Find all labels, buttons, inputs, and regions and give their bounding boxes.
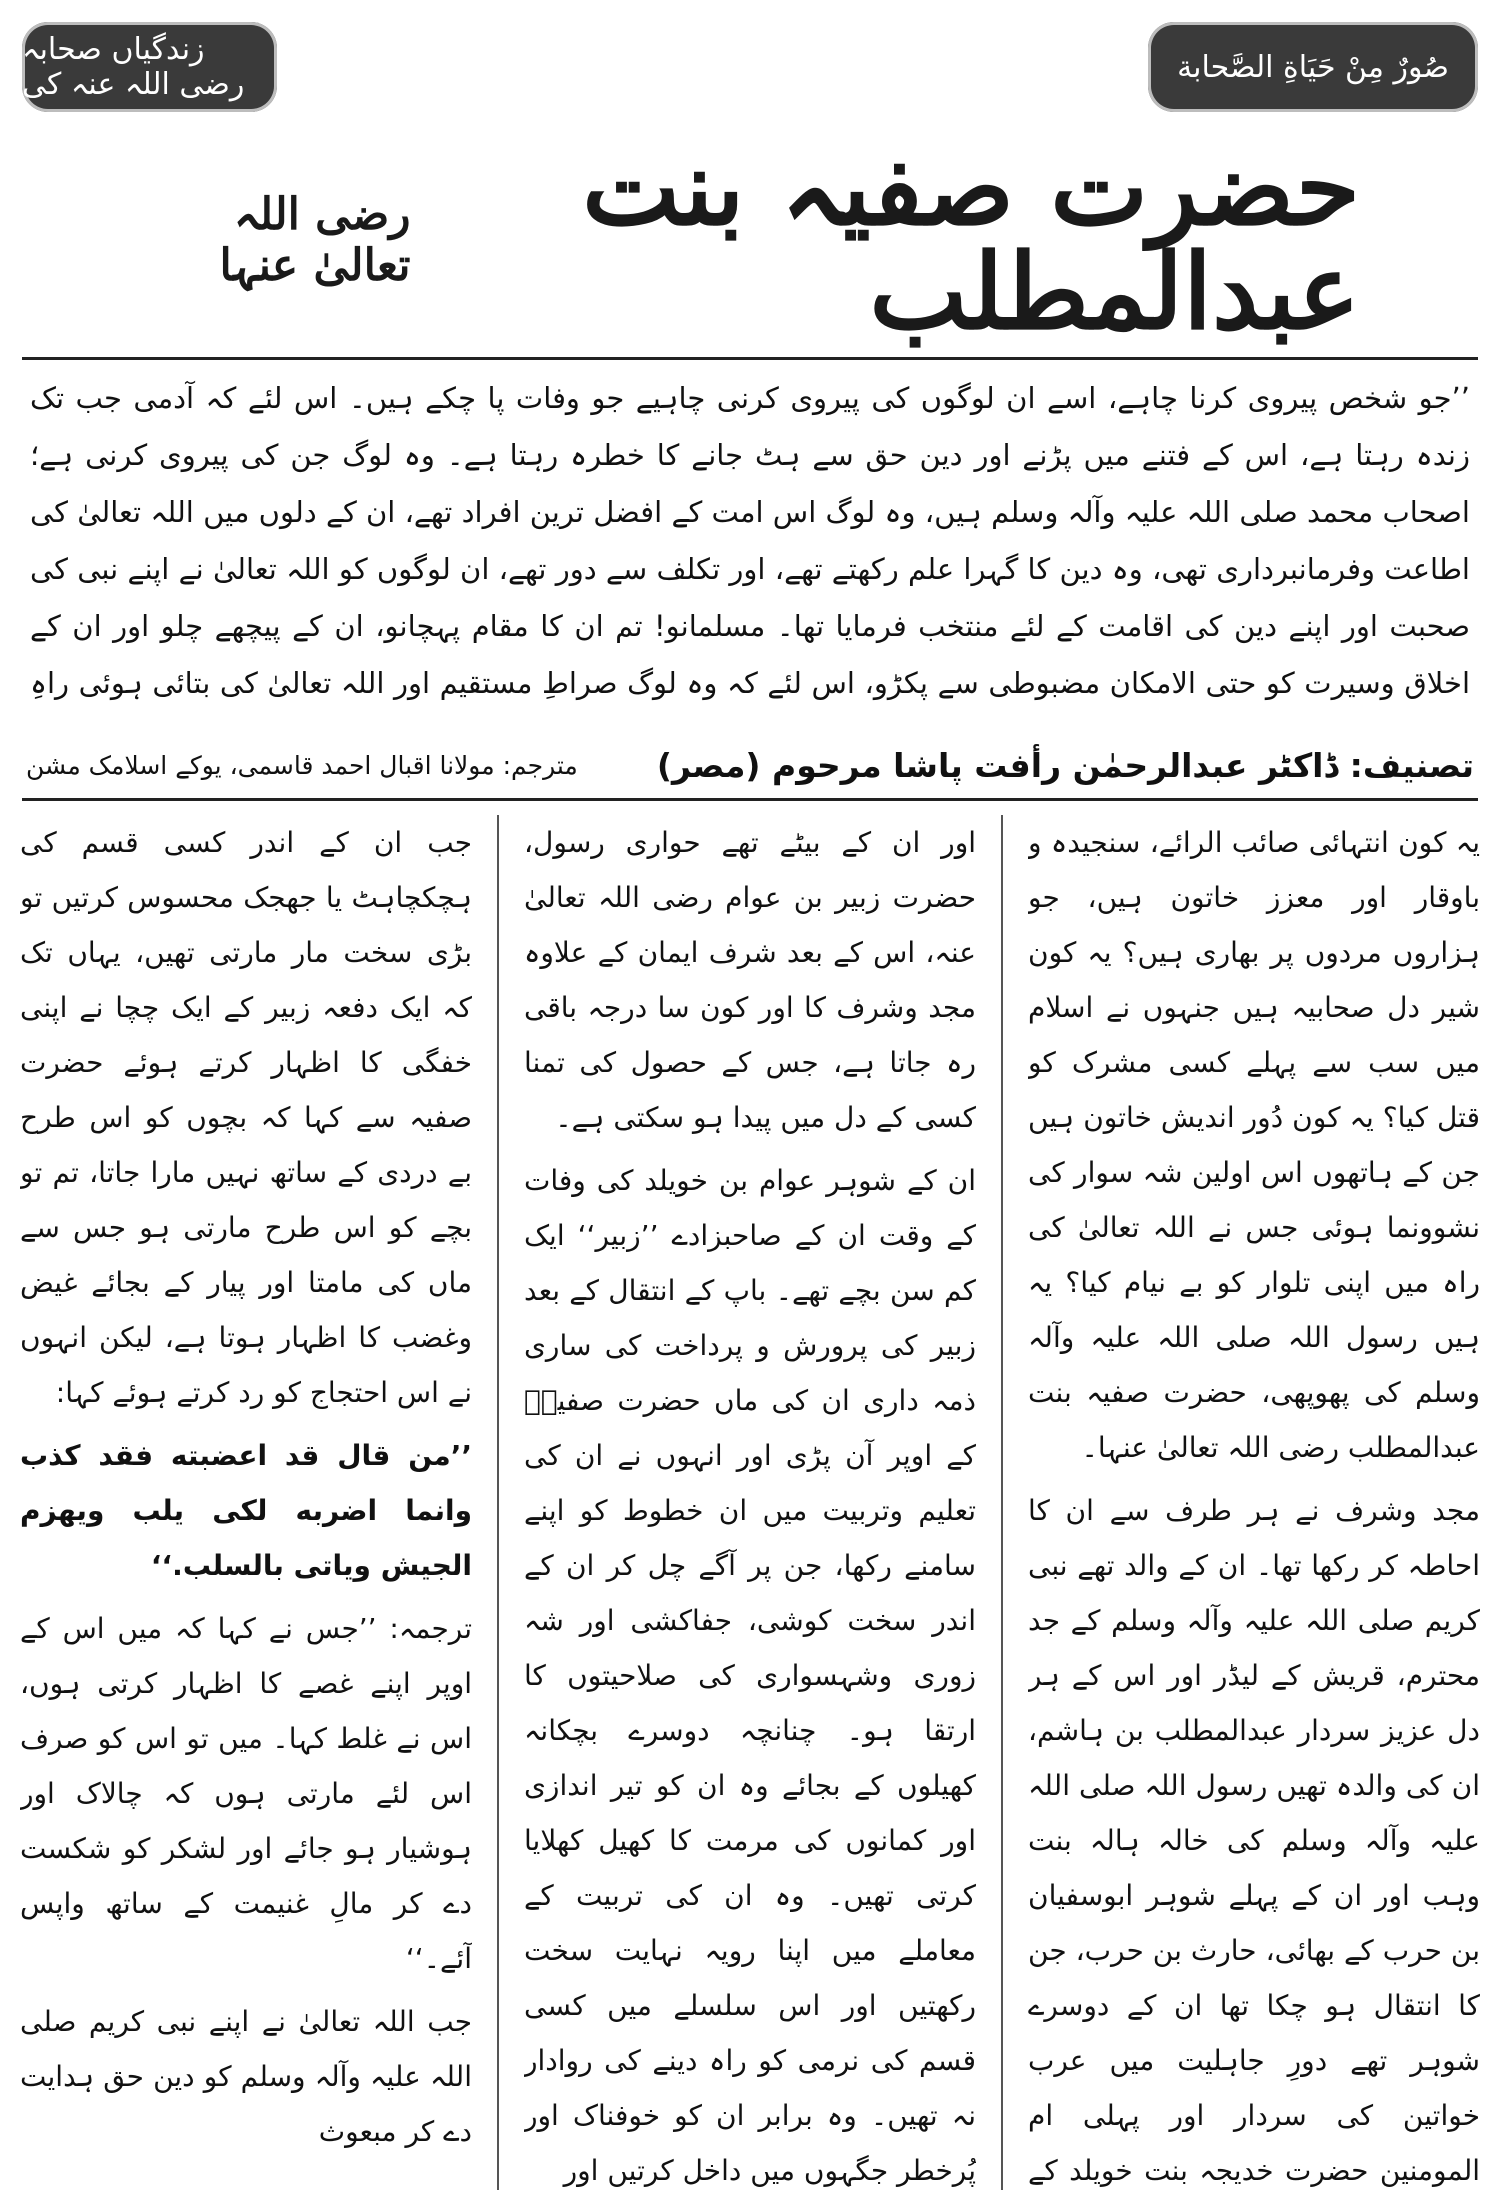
- paragraph: ان کے شوہر عوام بن خویلد کی وفات کے وقت ان کے صاحبزادے ’’زبیر‘‘ ایک کم سن بچے تھے۔ باپ کے انتقال کے بعد زبیر کی پرورش و پرداخت کی ساری ذمہ داری ان کی ماں حضرت صفیہؓ کے اوپر آن پڑی اور انہوں نے ان کی تعلیم وتربیت میں ان خطوط کو اپنے سامنے رکھا، جن پر آگے چل کر ان کے اندر سخت کوشی، جفاکشی اور شہ زوری وشہسواری کی صلاحیتوں کا ارتقا ہو۔ چنانچہ دوسرے بچکانہ کھیلوں کے بجائے وہ ان کو تیر اندازی اور کمانوں کی مرمت کا کھیل کھلایا کرتی تھیں۔ وہ ان کی تربیت کے معاملے میں اپنا رویہ نہایت سخت رکھتیں اور اس سلسلے میں کسی قسم کی نرمی کو راہ دینے کی روادار نہ تھیں۔ وہ برابر ان کو خوفناک اور پُرخطر جگہوں میں داخل کرتیں اور: [524, 1164, 976, 2187]
- series-tag-urdu: زندگیاں صحابہ رضی اللہ عنہ کی: [22, 22, 277, 112]
- article-body: [20, 815, 1480, 2190]
- series-tag-arabic: صُورٌ مِنْ حَيَاةِ الصَّحابة: [1148, 22, 1478, 112]
- column-divider: [497, 815, 499, 2190]
- column-2: [524, 815, 976, 2190]
- paragraph: مجد وشرف نے ہر طرف سے ان کا احاطہ کر رکھا تھا۔ ان کے والد تھے نبی کریم صلی اللہ علیہ وآلہ وسلم کے جد محترم، قریش کے لیڈر اور اس کے ہر دل عزیز سردار عبدالمطلب بن ہاشم، ان کی والدہ تھیں رسول اللہ صلی اللہ علیہ وآلہ وسلم کی خالہ ہالہ بنت وہب اور ان کے پہلے شوہر ابوسفیان بن حرب کے بھائی، حارث بن حرب، جن کا انتقال ہو چکا تھا ان کے دوسرے شوہر تھے دورِ جاہلیت میں عرب خواتین کی سردار اور پہلی ام المومنین حضرت خدیجہ بنت خویلد کے: [1028, 1494, 1480, 2187]
- column-3: [20, 815, 472, 2190]
- arabic-verse: ’’من قال قد اعضبته فقد کذب وانما اضربه لکی یلب ویهزم الجیش ویاتی بالسلب.‘‘: [20, 1439, 472, 1582]
- title-main: حضرت صفیہ بنت عبدالمطلب: [582, 126, 1360, 353]
- article-title: [140, 126, 1360, 353]
- author-credit: تصنیف: ڈاکٹر عبدالرحمٰن رأفت پاشا مرحوم (مصر): [656, 745, 1474, 785]
- credits-line: [26, 740, 1474, 790]
- paragraph: جب اللہ تعالیٰ نے اپنے نبی کریم صلی اللہ علیہ وآلہ وسلم کو دین حق ہدایت دے کر مبعوث: [20, 2005, 472, 2148]
- title-honorific: رضی اللہ تعالیٰ عنہا: [219, 189, 411, 291]
- top-divider: [22, 357, 1478, 360]
- paragraph: جب ان کے اندر کسی قسم کی ہچکچاہٹ یا جھجک محسوس کرتیں تو بڑی سخت مار مارتی تھیں، یہاں تک کہ ایک دفعہ زبیر کے ایک چچا نے اپنی خفگی کا اظہار کرتے ہوئے حضرت صفیہ سے کہا کہ بچوں کو اس طرح بے دردی کے ساتھ نہیں مارا جاتا، تم تو بچے کو اس طرح مارتی ہو جس سے ماں کی مامتا اور پیار کے بجائے غیض وغضب کا اظہار ہوتا ہے، لیکن انہوں نے اس احتجاج کو رد کرتے ہوئے کہا:: [20, 826, 472, 1409]
- column-1: [1028, 815, 1480, 2190]
- translation-paragraph: ترجمہ: ’’جس نے کہا کہ میں اس کے اوپر اپنے غصے کا اظہار کرتی ہوں، اس نے غلط کہا۔ میں تو اس کو صرف اس لئے مارتی ہوں کہ چالاک اور ہوشیار ہو جائے اور لشکر کو شکست دے کر مالِ غنیمت کے ساتھ واپس آئے۔‘‘: [20, 1612, 472, 1975]
- paragraph: اور ان کے بیٹے تھے حواری رسول، حضرت زبیر بن عوام رضی اللہ تعالیٰ عنہ، اس کے بعد شرف ایمان کے علاوہ مجد وشرف کا اور کون سا درجہ باقی رہ جاتا ہے، جس کے حصول کی تمنا کسی کے دل میں پیدا ہو سکتی ہے۔: [524, 826, 976, 1134]
- paragraph: یہ کون انتہائی صائب الرائے، سنجیدہ و باوقار اور معزز خاتون ہیں، جو ہزاروں مردوں پر بھاری ہیں؟ یہ کون شیر دل صحابیہ ہیں جنہوں نے اسلام میں سب سے پہلے کسی مشرک کو قتل کیا؟ یہ کون دُور اندیش خاتون ہیں جن کے ہاتھوں اس اولین شہ سوار کی نشوونما ہوئی جس نے اللہ تعالیٰ کی راہ میں اپنی تلوار کو بے نیام کیا؟ یہ ہیں رسول اللہ صلی اللہ علیہ وآلہ وسلم کی پھوپھی، حضرت صفیہ بنت عبدالمطلب رضی اللہ تعالیٰ عنہا۔: [1028, 826, 1480, 1464]
- intro-quote: ’’جو شخص پیروی کرنا چاہے، اسے ان لوگوں کی پیروی کرنی چاہیے جو وفات پا چکے ہیں۔ اس لئے کہ آدمی جب تک زندہ رہتا ہے، اس کے فتنے میں پڑنے اور دین حق سے ہٹ جانے کا خطرہ رہتا ہے۔ وہ لوگ جن کی پیروی کرنی ہے؛ اصحاب محمد صلی اللہ علیہ وآلہ وسلم ہیں، وہ لوگ اس امت کے افضل ترین افراد تھے، ان کے دلوں میں اللہ تعالیٰ کی اطاعت وفرمانبرداری تھی، وہ دین کا گہرا علم رکھتے تھے، اور تکلف سے دور تھے، ان لوگوں کو اللہ تعالیٰ نے اپنے نبی کی صحبت اور اپنے دین کی اقامت کے لئے منتخب فرمایا تھا۔ مسلمانو! تم ان کا مقام پہچانو، ان کے پیچھے چلو اور ان کے اخلاق وسیرت کو حتی الامکان مضبوطی سے پکڑو، اس لئے کہ وہ لوگ صراطِ مستقیم اور اللہ تعالیٰ کی بتائی ہوئی راہِ: [30, 381, 1470, 700]
- credits-divider: [22, 798, 1478, 801]
- translator-credit: مترجم: مولانا اقبال احمد قاسمی، یوکے اسلامک مشن: [26, 750, 578, 780]
- column-divider: [1001, 815, 1003, 2190]
